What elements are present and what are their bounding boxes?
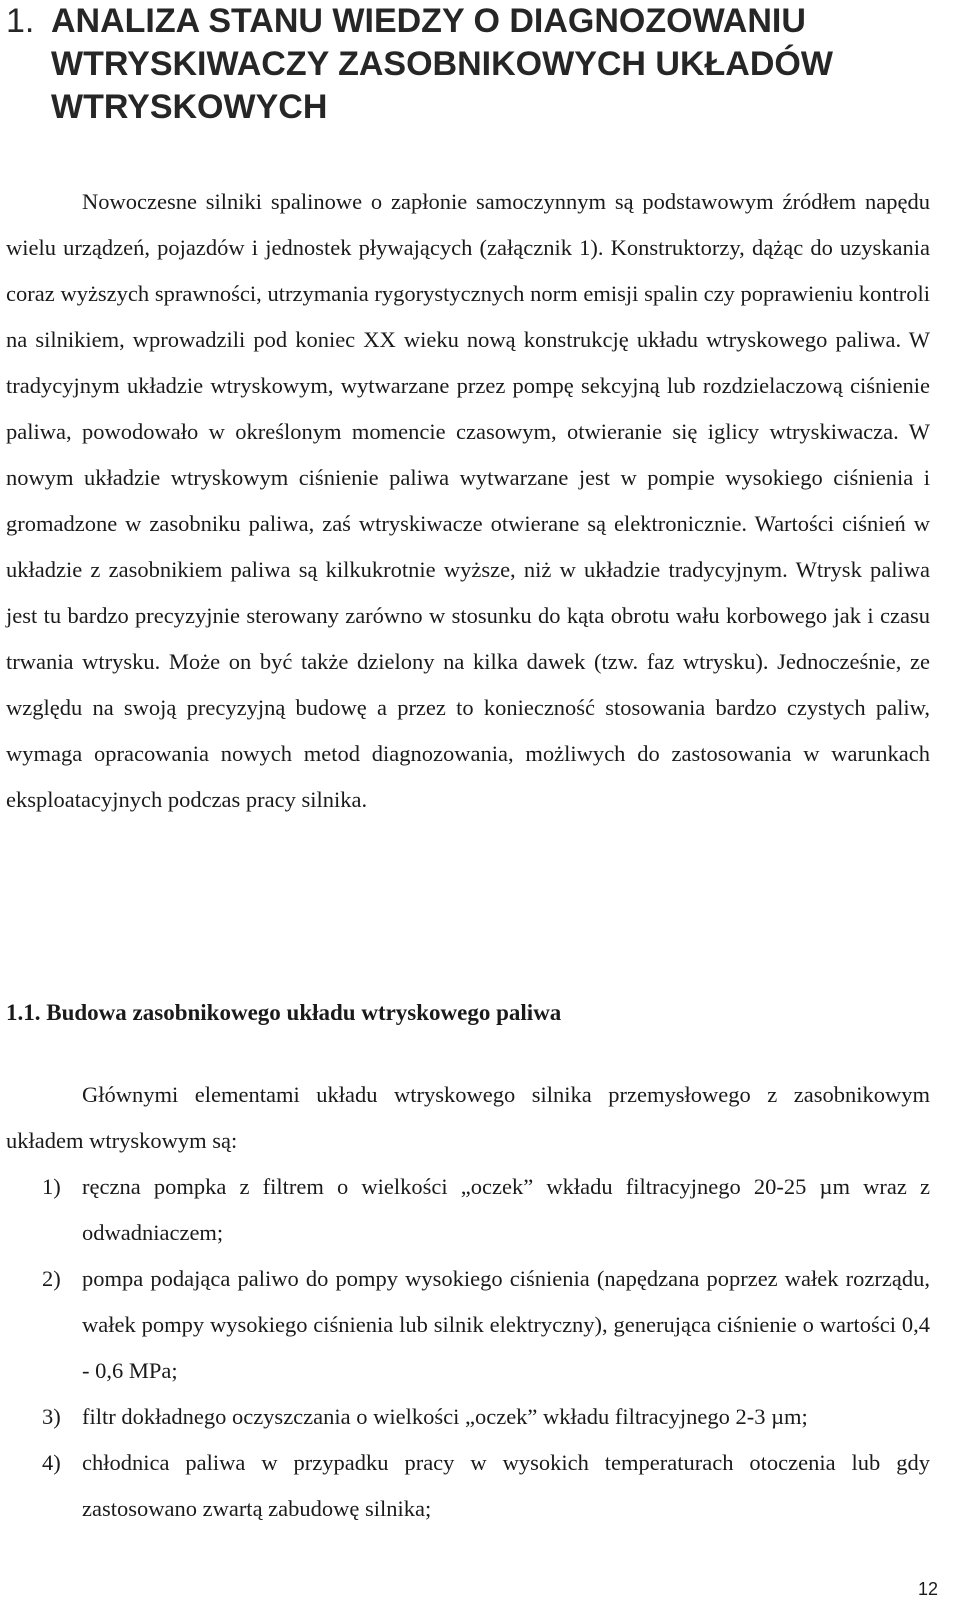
list-item-marker: 2) bbox=[42, 1266, 61, 1291]
components-list bbox=[6, 1164, 930, 1532]
list-item-text: chłodnica paliwa w przypadku pracy w wysokich temperaturach otoczenia lub gdy zastosowano zwartą zabudowę silnika; bbox=[82, 1450, 930, 1521]
chapter-title-text: ANALIZA STANU WIEDZY O DIAGNOZOWANIU WTRYSKIWACZY ZASOBNIKOWYCH UKŁADÓW WTRYSKOWYCH bbox=[51, 2, 833, 126]
chapter-number: 1. bbox=[6, 2, 35, 40]
list-item-text: ręczna pompka z filtrem o wielkości „oczek” wkładu filtracyjnego 20-25 µm wraz z odwadniaczem; bbox=[82, 1174, 930, 1245]
list-item-marker: 1) bbox=[42, 1174, 61, 1199]
chapter-title bbox=[6, 0, 936, 129]
list-item bbox=[6, 1164, 930, 1256]
list-item bbox=[6, 1440, 930, 1532]
list-item-marker: 3) bbox=[42, 1404, 61, 1429]
section-heading: 1.1. Budowa zasobnikowego układu wtryskowego paliwa bbox=[6, 1000, 562, 1025]
intro-paragraph: Nowoczesne silniki spalinowe o zapłonie samoczynnym są podstawowym źródłem napędu wielu urządzeń, pojazdów i jednostek pływających (załącznik 1). Konstruktorzy, dążąc do uzyskania coraz wyższych sprawności, utrzymania rygorystycznych norm emisji spalin czy poprawieniu kontroli na silnikiem, wprowadzili pod koniec XX wieku nową konstrukcję układu wtryskowego paliwa. W tradycyjnym układzie wtryskowym, wytwarzane przez pompę sekcyjną lub rozdzielaczową ciśnienie paliwa, powodowało w określonym momencie czasowym, otwieranie się iglicy wtryskiwacza. W nowym układzie wtryskowym ciśnienie paliwa wytwarzane jest w pompie wysokiego ciśnienia i gromadzone w zasobniku paliwa, zaś wtryskiwacze otwierane są elektronicznie. Wartości ciśnień w układzie z zasobnikiem paliwa są kilkukrotnie wyższe, niż w układzie tradycyjnym. Wtrysk paliwa jest tu bardzo precyzyjnie sterowany zarówno w stosunku do kąta obrotu wału korbowego jak i czasu trwania wtrysku. Może on być także dzielony na kilka dawek (tzw. faz wtrysku). Jednocześnie, ze względu na swoją precyzyjną budowę a przez to konieczność stosowania bardzo czystych paliw, wymaga opracowania nowych metod diagnozowania, możliwych do zastosowania w warunkach eksploatacyjnych podczas pracy silnika. bbox=[6, 189, 930, 812]
list-item bbox=[6, 1256, 930, 1394]
list-item-marker: 4) bbox=[42, 1450, 61, 1475]
section-intro-paragraph: Głównymi elementami układu wtryskowego silnika przemysłowego z zasobnikowym układem wtryskowym są: bbox=[6, 1082, 930, 1153]
list-item bbox=[6, 1394, 930, 1440]
list-item-text: pompa podająca paliwo do pompy wysokiego ciśnienia (napędzana poprzez wałek rozrządu, wałek pompy wysokiego ciśnienia lub silnik elektryczny), generująca ciśnienie o wartości 0,4 - 0,6 MPa; bbox=[82, 1266, 930, 1383]
list-item-text: filtr dokładnego oczyszczania o wielkości „oczek” wkładu filtracyjnego 2-3 µm; bbox=[82, 1404, 808, 1429]
page-number: 12 bbox=[917, 1579, 938, 1599]
